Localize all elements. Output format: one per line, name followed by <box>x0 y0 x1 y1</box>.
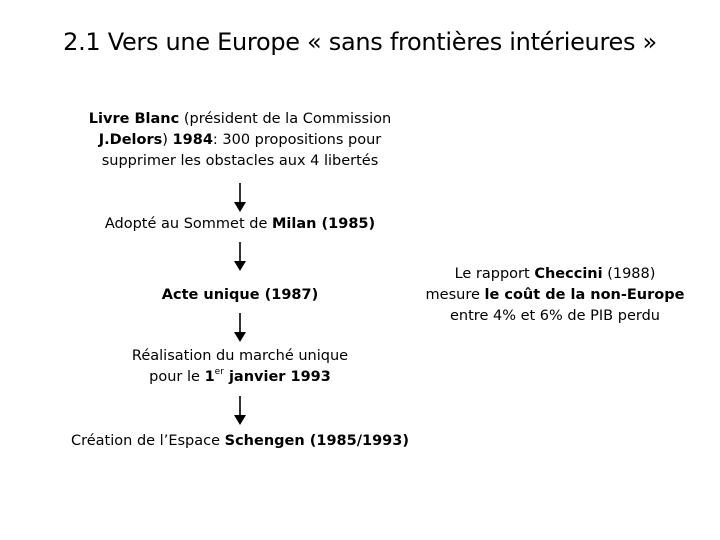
date-superscript: er <box>214 367 224 378</box>
delors-label: J.Delors <box>98 132 163 148</box>
rapport-prefix-text: Le rapport <box>454 266 535 282</box>
livre-blanc-president-text: (président de la Commission <box>179 111 392 127</box>
schengen-prefix-text: Création de l’Espace <box>70 433 225 449</box>
arrow-1-icon <box>234 183 246 212</box>
checcini-label: Checcini <box>534 266 603 282</box>
year-1984-label: 1984 <box>172 132 213 148</box>
slide-title: 2.1 Vers une Europe « sans frontières intérieures » <box>63 28 657 56</box>
step-livre-blanc-line3: supprimer les obstacles aux 4 libertés <box>101 153 379 169</box>
marche-unique-line1: Réalisation du marché unique <box>131 348 349 364</box>
side-note-line3: entre 4% et 6% de PIB perdu <box>450 308 660 324</box>
mesure-text: mesure <box>425 287 485 303</box>
arrow-4-icon <box>234 396 246 425</box>
year-1988-text: (1988) <box>602 266 656 282</box>
schengen-label: Schengen (1985/1993) <box>224 433 409 449</box>
livre-blanc-label: Livre Blanc <box>88 111 180 127</box>
delors-paren: ) <box>162 132 173 148</box>
milan-prefix-text: Adopté au Sommet de <box>104 216 272 232</box>
arrow-3-icon <box>234 313 246 342</box>
date-number: 1 <box>204 369 215 385</box>
pour-le-text: pour le <box>149 369 205 385</box>
arrow-2-icon <box>234 242 246 271</box>
date-rest: janvier 1993 <box>223 369 331 385</box>
propositions-text: : 300 propositions pour <box>212 132 382 148</box>
cout-non-europe-label: le coût de la non-Europe <box>484 287 685 303</box>
milan-label: Milan (1985) <box>271 216 376 232</box>
acte-unique-label: Acte unique (1987) <box>161 287 319 303</box>
